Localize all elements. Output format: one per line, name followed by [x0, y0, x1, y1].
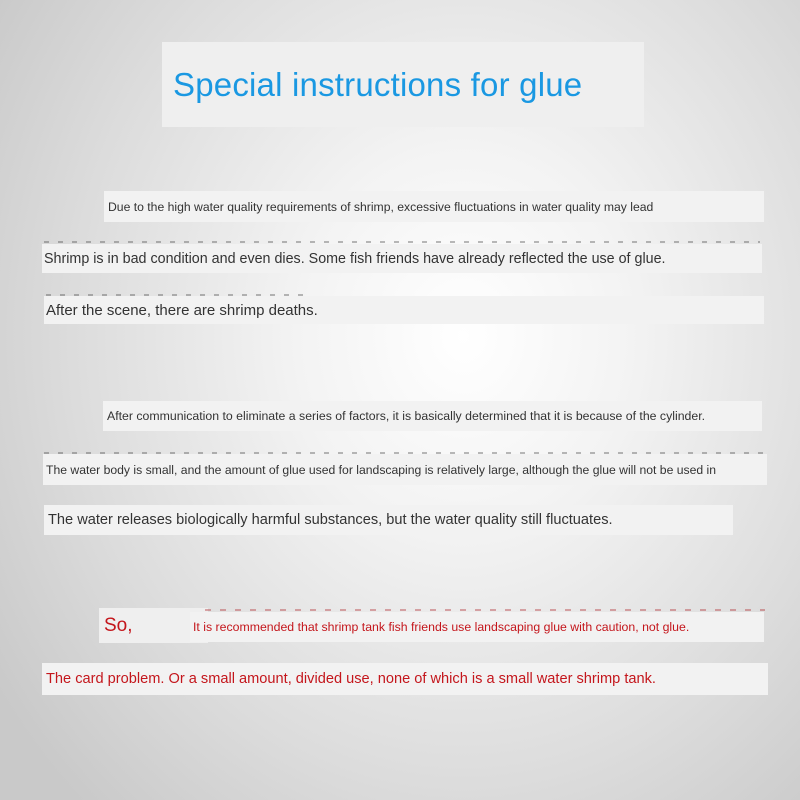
p2-line2-box	[43, 454, 767, 485]
p3-line2-text: The card problem. Or a small amount, divided use, none of which is a small water shrimp tank.	[46, 671, 656, 687]
p2-line1-box	[103, 401, 762, 431]
p2-line2-text: The water body is small, and the amount of glue used for landscaping is relatively large, although the glue will not be used in	[46, 462, 717, 477]
p1-line2-box	[42, 244, 762, 273]
faded-line-artifact	[44, 241, 760, 243]
p1-line1-text: Due to the high water quality requirements of shrimp, excessive fluctuations in water quality may lead	[108, 199, 654, 214]
p2-line3-box	[44, 505, 733, 535]
page-title: Special instructions for glue	[173, 65, 583, 103]
p3-line1-box	[190, 612, 764, 642]
p3-line1-text: It is recommended that shrimp tank fish friends use landscaping glue with caution, not glue.	[193, 620, 690, 634]
p1-line1-box	[104, 191, 764, 222]
title-box	[162, 42, 644, 127]
p2-line1-text: After communication to eliminate a series of factors, it is basically determined that it is because of the cylinder.	[107, 409, 706, 423]
faded-line-artifact	[205, 609, 765, 611]
p2-line3-text: The water releases biologically harmful substances, but the water quality still fluctuates.	[48, 512, 613, 528]
p1-line3-text: After the scene, there are shrimp deaths.	[46, 301, 318, 319]
so-lead-text: So,	[104, 614, 133, 636]
p1-line2-text: Shrimp is in bad condition and even dies. Some fish friends have already reflected the use of glue.	[44, 250, 666, 267]
p3-line2-box	[42, 663, 768, 695]
p1-line3-box	[44, 296, 764, 324]
